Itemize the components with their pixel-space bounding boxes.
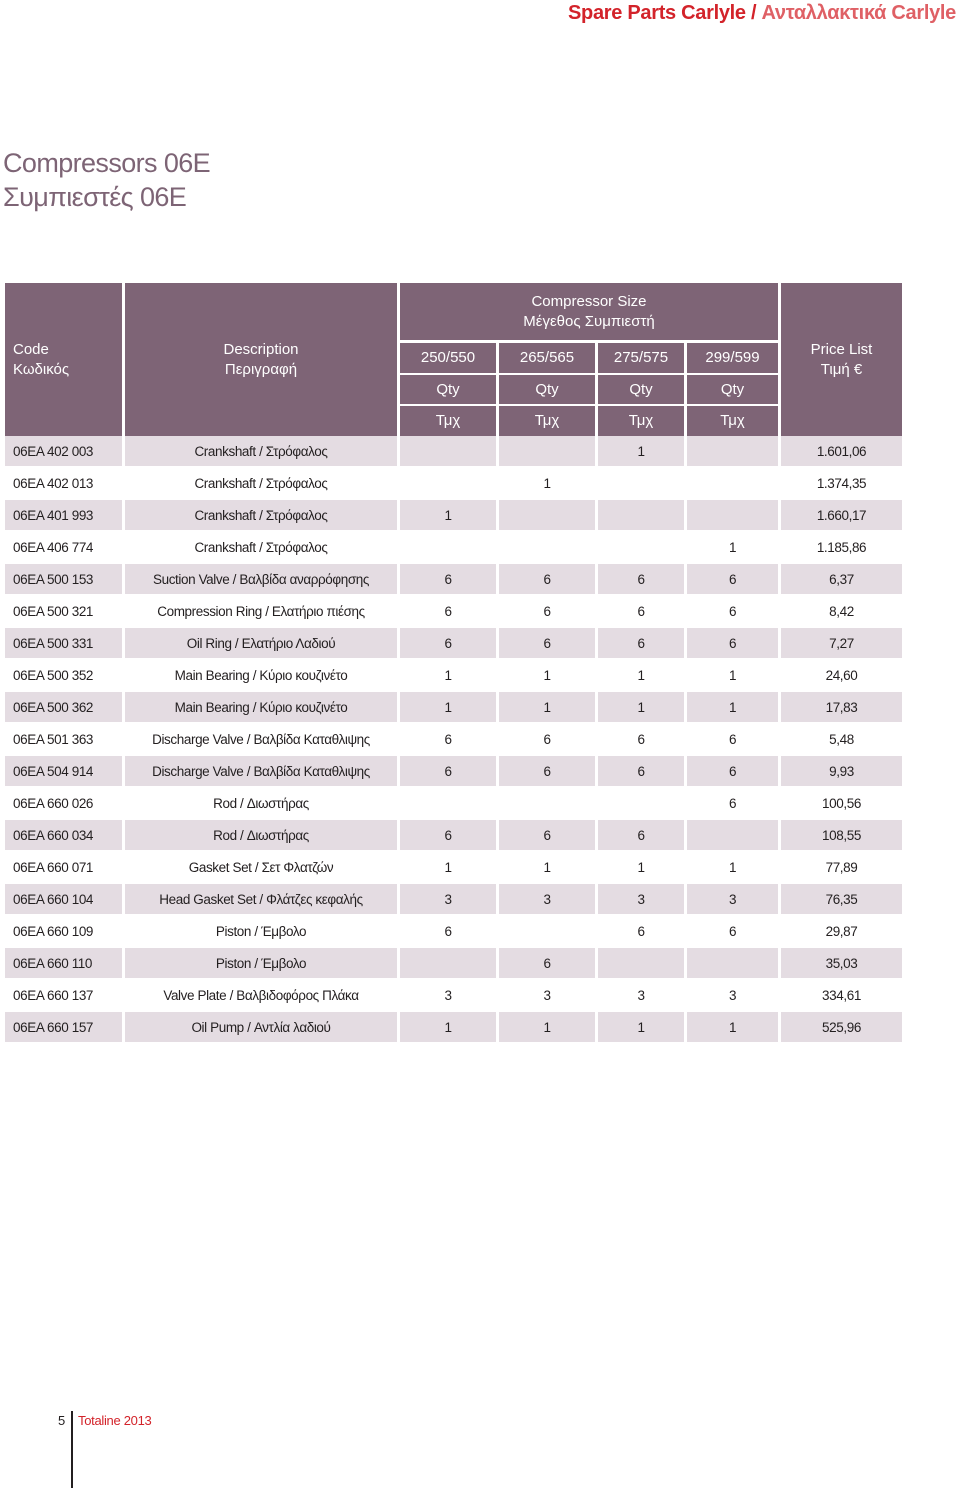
cell-price: 7,27 <box>781 628 902 658</box>
table-row <box>5 564 902 596</box>
header-qty-gr: Τμχ <box>598 406 684 436</box>
cell-q3: 6 <box>637 923 645 939</box>
cell-price: 1.374,35 <box>816 475 867 491</box>
cell-q1: 6 <box>444 923 452 939</box>
cell-q1: 3 <box>400 884 496 914</box>
cell-code: 06EA 500 321 <box>13 603 94 619</box>
header-size-4: 299/599 <box>687 343 778 373</box>
cell-q3 <box>598 948 684 978</box>
cell-q1: 1 <box>400 1012 496 1042</box>
running-head-gr: Ανταλλακτικά Carlyle <box>756 2 956 24</box>
cell-desc: Rod / Διωστήρας <box>125 820 397 850</box>
cell-q3: 6 <box>598 756 684 786</box>
footer-divider <box>71 1411 73 1488</box>
cell-q4: 6 <box>728 603 737 619</box>
cell-price: 6,37 <box>781 564 902 594</box>
cell-desc: Crankshaft / Στρόφαλος <box>194 539 328 555</box>
cell-desc: Gasket Set / Σετ Φλατζών <box>188 859 334 875</box>
header-size-1: 250/550 <box>400 343 496 373</box>
cell-desc: Compression Ring / Ελατήριο πιέσης <box>157 603 365 619</box>
cell-price: 525,96 <box>781 1012 902 1042</box>
cell-q3: 6 <box>637 731 645 747</box>
cell-price: 1.660,17 <box>781 500 902 530</box>
cell-price: 77,89 <box>825 859 858 875</box>
cell-q2: 6 <box>499 564 595 594</box>
cell-price: 8,42 <box>829 603 854 619</box>
cell-q3: 1 <box>598 1012 684 1042</box>
cell-code: 06EA 660 109 <box>13 923 94 939</box>
cell-code: 06EA 660 071 <box>13 859 94 875</box>
cell-q1: 6 <box>444 731 452 747</box>
cell-q3: 6 <box>598 628 684 658</box>
cell-desc: Discharge Valve / Βαλβίδα Καταθλιψης <box>152 731 370 747</box>
cell-q1: 3 <box>444 987 452 1003</box>
header-code-en: Code <box>13 340 49 358</box>
cell-code: 06EA 504 914 <box>5 756 122 786</box>
cell-desc: Discharge Valve / Βαλβίδα Καταθλιψης <box>125 756 397 786</box>
header-compressor-size <box>400 283 778 340</box>
title-en: Compressors 06E <box>3 148 211 178</box>
cell-code: 06EA 406 774 <box>13 539 94 555</box>
cell-code: 06EA 660 104 <box>5 884 122 914</box>
table-row <box>5 788 902 820</box>
table-row <box>5 980 902 1012</box>
cell-q2 <box>499 436 595 466</box>
cell-q2: 3 <box>543 987 551 1003</box>
cell-q3: 1 <box>637 859 645 875</box>
table-row <box>5 596 902 628</box>
cell-q2: 1 <box>543 859 551 875</box>
cell-desc: Piston / Έμβολο <box>215 923 307 939</box>
cell-price: 9,93 <box>781 756 902 786</box>
cell-q3: 3 <box>598 884 684 914</box>
cell-desc: Main Bearing / Κύριο κουζινέτο <box>174 667 348 683</box>
cell-price: 108,55 <box>781 820 902 850</box>
cell-price: 1.601,06 <box>781 436 902 466</box>
cell-code: 06EA 500 331 <box>5 628 122 658</box>
cell-q1 <box>400 436 496 466</box>
cell-code: 06EA 660 026 <box>13 795 94 811</box>
cell-q4: 6 <box>687 756 778 786</box>
cell-price: 76,35 <box>781 884 902 914</box>
cell-q4 <box>687 500 778 530</box>
cell-q3: 1 <box>598 436 684 466</box>
cell-q4: 6 <box>687 628 778 658</box>
cell-q3 <box>598 788 684 818</box>
cell-desc: Oil Ring / Ελατήριο Λαδιού <box>125 628 397 658</box>
cell-q2: 1 <box>499 1012 595 1042</box>
cell-q4: 1 <box>687 692 778 722</box>
cell-desc: Oil Pump / Αντλία λαδιού <box>125 1012 397 1042</box>
table-row <box>5 724 902 756</box>
cell-q1 <box>400 788 496 818</box>
cell-code: 06EA 500 362 <box>5 692 122 722</box>
header-code <box>5 283 122 436</box>
cell-q2 <box>499 788 595 818</box>
header-qty: Qty <box>687 375 778 404</box>
cell-q2: 1 <box>543 667 551 683</box>
cell-q4: 1 <box>728 539 737 555</box>
cell-q1: 6 <box>400 628 496 658</box>
cell-code: 06EA 660 110 <box>5 948 122 978</box>
parts-table <box>5 283 902 1044</box>
cell-q2: 3 <box>499 884 595 914</box>
cell-price: 29,87 <box>825 923 858 939</box>
cell-q4: 6 <box>728 923 737 939</box>
footer-brand: Totaline 2013 <box>78 1413 152 1428</box>
cell-q1: 6 <box>400 564 496 594</box>
cell-q4: 1 <box>728 667 737 683</box>
cell-q4: 6 <box>728 731 737 747</box>
cell-q1: 6 <box>400 756 496 786</box>
cell-q1 <box>400 948 496 978</box>
cell-q4: 6 <box>728 795 737 811</box>
cell-code: 06EA 660 034 <box>5 820 122 850</box>
cell-q4 <box>687 948 778 978</box>
cell-q3: 1 <box>637 667 645 683</box>
running-head <box>568 2 956 25</box>
table-row <box>5 468 902 500</box>
cell-q1: 1 <box>400 692 496 722</box>
cell-q3 <box>598 532 684 562</box>
header-qty-gr: Τμχ <box>499 406 595 436</box>
cell-q1: 1 <box>400 500 496 530</box>
header-desc-en: Description <box>223 340 299 358</box>
cell-q3: 6 <box>637 603 645 619</box>
header-price-gr: Τιμή € <box>820 360 863 378</box>
cell-q2: 1 <box>543 475 551 491</box>
cell-q4: 3 <box>687 884 778 914</box>
cell-desc: Valve Plate / Βαλβιδοφόρος Πλάκα <box>163 987 359 1003</box>
cell-code: 06EA 660 137 <box>13 987 94 1003</box>
cell-q1 <box>400 468 496 498</box>
cell-q3: 3 <box>637 987 645 1003</box>
cell-code: 06EA 401 993 <box>5 500 122 530</box>
table-header <box>5 283 902 436</box>
cell-q2 <box>499 916 595 946</box>
cell-code: 06EA 660 157 <box>5 1012 122 1042</box>
table-row <box>5 948 902 980</box>
cell-q3: 6 <box>598 564 684 594</box>
cell-q2: 6 <box>499 820 595 850</box>
cell-code: 06EA 500 153 <box>5 564 122 594</box>
cell-price: 5,48 <box>829 731 854 747</box>
cell-desc: Rod / Διωστήρας <box>213 795 309 811</box>
cell-desc: Crankshaft / Στρόφαλος <box>125 436 397 466</box>
cell-desc: Main Bearing / Κύριο κουζινέτο <box>125 692 397 722</box>
cell-price: 35,03 <box>781 948 902 978</box>
cell-desc: Head Gasket Set / Φλάτζες κεφαλής <box>125 884 397 914</box>
page-title <box>3 146 210 214</box>
header-size-en: Compressor Size <box>531 292 647 310</box>
header-qty: Qty <box>598 375 684 404</box>
table-row <box>5 436 902 468</box>
cell-q3: 1 <box>598 692 684 722</box>
cell-code: 06EA 500 352 <box>13 667 94 683</box>
header-price <box>781 283 902 436</box>
cell-q4: 3 <box>728 987 737 1003</box>
cell-q1: 6 <box>400 820 496 850</box>
cell-q2: 6 <box>499 756 595 786</box>
cell-q1: 6 <box>444 603 452 619</box>
cell-q4: 1 <box>687 1012 778 1042</box>
cell-q2 <box>499 532 595 562</box>
cell-q4: 6 <box>687 564 778 594</box>
cell-price: 1.185,86 <box>816 539 867 555</box>
cell-desc: Piston / Έμβολο <box>125 948 397 978</box>
cell-q1: 1 <box>444 667 452 683</box>
header-size-gr: Μέγεθος Συμπιεστή <box>523 312 655 330</box>
cell-desc: Suction Valve / Βαλβίδα αναρρόφησης <box>125 564 397 594</box>
cell-q2 <box>499 500 595 530</box>
page-number: 5 <box>58 1413 65 1428</box>
cell-q3: 6 <box>598 820 684 850</box>
table-row <box>5 532 902 564</box>
cell-q2: 6 <box>543 603 551 619</box>
cell-q4: 1 <box>728 859 737 875</box>
header-size-3: 275/575 <box>598 343 684 373</box>
cell-q3 <box>598 468 684 498</box>
cell-price: 100,56 <box>822 795 861 811</box>
header-qty-gr: Τμχ <box>400 406 496 436</box>
header-qty: Qty <box>400 375 496 404</box>
table-row <box>5 1012 902 1044</box>
title-gr: Συμπιεστές 06E <box>3 182 187 212</box>
header-desc-gr: Περιγραφή <box>224 360 298 378</box>
cell-q2: 6 <box>499 948 595 978</box>
cell-q2: 6 <box>543 731 551 747</box>
header-size-2: 265/565 <box>499 343 595 373</box>
table-row <box>5 820 902 852</box>
cell-q4 <box>687 468 778 498</box>
cell-q2: 6 <box>499 628 595 658</box>
header-qty: Qty <box>499 375 595 404</box>
table-row <box>5 756 902 788</box>
cell-price: 334,61 <box>822 987 861 1003</box>
header-description <box>125 283 397 436</box>
cell-q1: 1 <box>444 859 452 875</box>
cell-code: 06EA 402 013 <box>13 475 94 491</box>
table-row <box>5 692 902 724</box>
table-row <box>5 884 902 916</box>
table-row <box>5 660 902 692</box>
cell-price: 17,83 <box>781 692 902 722</box>
cell-q2: 1 <box>499 692 595 722</box>
running-head-en: Spare Parts Carlyle / <box>568 2 757 24</box>
header-code-gr: Κωδικός <box>13 360 70 378</box>
header-price-en: Price List <box>810 340 873 358</box>
cell-code: 06EA 501 363 <box>13 731 94 747</box>
header-qty-gr: Τμχ <box>687 406 778 436</box>
cell-q3 <box>598 500 684 530</box>
table-row <box>5 628 902 660</box>
cell-desc: Crankshaft / Στρόφαλος <box>125 500 397 530</box>
cell-q4 <box>687 436 778 466</box>
cell-q4 <box>687 820 778 850</box>
table-row <box>5 916 902 948</box>
cell-code: 06EA 402 003 <box>5 436 122 466</box>
cell-price: 24,60 <box>825 667 858 683</box>
table-row <box>5 852 902 884</box>
table-row <box>5 500 902 532</box>
cell-desc: Crankshaft / Στρόφαλος <box>194 475 328 491</box>
cell-q1 <box>400 532 496 562</box>
